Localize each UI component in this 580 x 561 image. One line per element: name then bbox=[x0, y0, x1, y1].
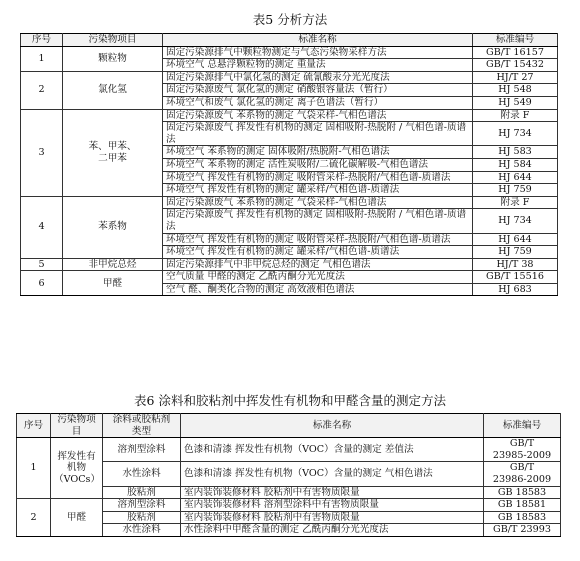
material-type: 水性涂料 bbox=[103, 524, 181, 537]
row-number: 1 bbox=[21, 46, 63, 71]
standard-name: 固定污染源废气 挥发性有机物的测定 固相吸附-热脱附 / 气相色谱-质谱法 bbox=[163, 209, 473, 233]
standard-code: HJ/T 27 bbox=[473, 71, 558, 84]
standard-name: 空气质量 甲醛的测定 乙酰丙酮分光光度法 bbox=[163, 271, 473, 284]
pollutant-item: 苯、甲苯、 二甲苯 bbox=[63, 109, 163, 196]
standard-code: 附录 F bbox=[473, 109, 558, 122]
row-number: 5 bbox=[21, 258, 63, 271]
table5-header-0: 序号 bbox=[21, 34, 63, 47]
table5-row bbox=[21, 271, 558, 284]
row-number: 2 bbox=[21, 71, 63, 109]
table6-caption: 表6 涂料和胶粘剂中挥发性有机物和甲醛含量的测定方法 bbox=[134, 393, 446, 408]
standard-code: GB/T 16157 bbox=[473, 46, 558, 59]
row-number: 2 bbox=[17, 499, 51, 537]
standard-code: HJ 734 bbox=[473, 122, 558, 146]
standard-code: HJ 759 bbox=[473, 184, 558, 197]
pollutant-item: 挥发性有 机物 （VOCs） bbox=[51, 438, 103, 499]
material-type: 胶粘剂 bbox=[103, 486, 181, 499]
pollutant-item: 颗粒物 bbox=[63, 46, 163, 71]
standard-code: GB/T 23986-2009 bbox=[484, 462, 561, 486]
standard-code: GB 18583 bbox=[484, 486, 561, 499]
standard-name: 固定污染源排气中颗粒物测定与气态污染物采样方法 bbox=[163, 46, 473, 59]
standard-code: HJ 583 bbox=[473, 146, 558, 159]
table5-row bbox=[21, 71, 558, 84]
standard-code: HJ 644 bbox=[473, 233, 558, 246]
table6 bbox=[16, 413, 561, 537]
standard-name: 环境空气 挥发性有机物的测定 罐采样/气相色谱-质谱法 bbox=[163, 184, 473, 197]
standard-name: 环境空气 挥发性有机物的测定 罐采样/气相色谱-质谱法 bbox=[163, 246, 473, 259]
table6-row bbox=[17, 438, 561, 462]
standard-name: 色漆和清漆 挥发性有机物（VOC）含量的测定 差值法 bbox=[181, 438, 484, 462]
standard-name: 固定污染源废气 苯系物的测定 气袋采样-气相色谱法 bbox=[163, 109, 473, 122]
standard-name: 环境空气 挥发性有机物的测定 吸附管采样-热脱附/气相色谱-质谱法 bbox=[163, 233, 473, 246]
pollutant-item: 甲醛 bbox=[51, 499, 103, 537]
standard-code: GB/T 23993 bbox=[484, 524, 561, 537]
standard-name: 室内装饰装修材料 胶粘剂中有害物质限量 bbox=[181, 511, 484, 524]
table5 bbox=[20, 33, 558, 296]
standard-code: 附录 F bbox=[473, 196, 558, 209]
standard-name: 空气 醛、酮类化合物的测定 高效液相色谱法 bbox=[163, 283, 473, 296]
standard-code: HJ 644 bbox=[473, 171, 558, 184]
standard-name: 环境空气 苯系物的测定 活性炭吸附/二硫化碳解吸-气相色谱法 bbox=[163, 158, 473, 171]
standard-code: HJ/T 38 bbox=[473, 258, 558, 271]
table5-row bbox=[21, 258, 558, 271]
table6-header-0: 序号 bbox=[17, 414, 51, 438]
standard-name: 固定污染源废气 苯系物的测定 气袋采样-气相色谱法 bbox=[163, 196, 473, 209]
standard-code: HJ 584 bbox=[473, 158, 558, 171]
standard-code: GB/T 23985-2009 bbox=[484, 438, 561, 462]
standard-code: GB 18581 bbox=[484, 499, 561, 512]
standard-code: GB/T 15516 bbox=[473, 271, 558, 284]
table5-row bbox=[21, 109, 558, 122]
standard-name: 固定污染源废气 挥发性有机物的测定 固相吸附-热脱附 / 气相色谱-质谱法 bbox=[163, 122, 473, 146]
standard-name: 环境空气和废气 氯化氢的测定 离子色谱法（暂行） bbox=[163, 96, 473, 109]
row-number: 3 bbox=[21, 109, 63, 196]
standard-name: 固定污染源排气中非甲烷总烃的测定 气相色谱法 bbox=[163, 258, 473, 271]
standard-name: 水性涂料中甲醛含量的测定 乙酰丙酮分光光度法 bbox=[181, 524, 484, 537]
table6-header-4: 标准编号 bbox=[484, 414, 561, 438]
standard-code: GB/T 15432 bbox=[473, 59, 558, 72]
pollutant-item: 苯系物 bbox=[63, 196, 163, 258]
standard-name: 环境空气 挥发性有机物的测定 吸附管采样-热脱附/气相色谱-质谱法 bbox=[163, 171, 473, 184]
table6-row bbox=[17, 499, 561, 512]
table6-header-1: 污染物项 目 bbox=[51, 414, 103, 438]
table5-header-3: 标准编号 bbox=[473, 34, 558, 47]
table5-header-1: 污染物项目 bbox=[63, 34, 163, 47]
standard-name: 色漆和清漆 挥发性有机物（VOC）含量的测定 气相色谱法 bbox=[181, 462, 484, 486]
row-number: 6 bbox=[21, 271, 63, 296]
standard-name: 固定污染源排气中氯化氢的测定 硫氰酸汞分光光度法 bbox=[163, 71, 473, 84]
standard-name: 环境空气 总悬浮颗粒物的测定 重量法 bbox=[163, 59, 473, 72]
standard-code: GB 18583 bbox=[484, 511, 561, 524]
standard-code: HJ 683 bbox=[473, 283, 558, 296]
table5-caption: 表5 分析方法 bbox=[252, 12, 328, 27]
table6-header-3: 标准名称 bbox=[181, 414, 484, 438]
standard-code: HJ 759 bbox=[473, 246, 558, 259]
pollutant-item: 氯化氢 bbox=[63, 71, 163, 109]
table5-row bbox=[21, 196, 558, 209]
material-type: 胶粘剂 bbox=[103, 511, 181, 524]
material-type: 溶剂型涂料 bbox=[103, 499, 181, 512]
table5-header-2: 标准名称 bbox=[163, 34, 473, 47]
standard-name: 室内装饰装修材料 胶粘剂中有害物质限量 bbox=[181, 486, 484, 499]
standard-name: 环境空气 苯系物的测定 固体吸附/热脱附-气相色谱法 bbox=[163, 146, 473, 159]
table5-row bbox=[21, 46, 558, 59]
material-type: 溶剂型涂料 bbox=[103, 438, 181, 462]
pollutant-item: 甲醛 bbox=[63, 271, 163, 296]
standard-name: 室内装饰装修材料 溶剂型涂料中有害物质限量 bbox=[181, 499, 484, 512]
standard-code: HJ 549 bbox=[473, 96, 558, 109]
table6-header-2: 涂料或胶粘剂 类型 bbox=[103, 414, 181, 438]
standard-code: HJ 548 bbox=[473, 84, 558, 97]
standard-code: HJ 734 bbox=[473, 209, 558, 233]
standard-name: 固定污染源废气 氯化氢的测定 硝酸银容量法（暂行） bbox=[163, 84, 473, 97]
row-number: 1 bbox=[17, 438, 51, 499]
row-number: 4 bbox=[21, 196, 63, 258]
pollutant-item: 非甲烷总烃 bbox=[63, 258, 163, 271]
material-type: 水性涂料 bbox=[103, 462, 181, 486]
